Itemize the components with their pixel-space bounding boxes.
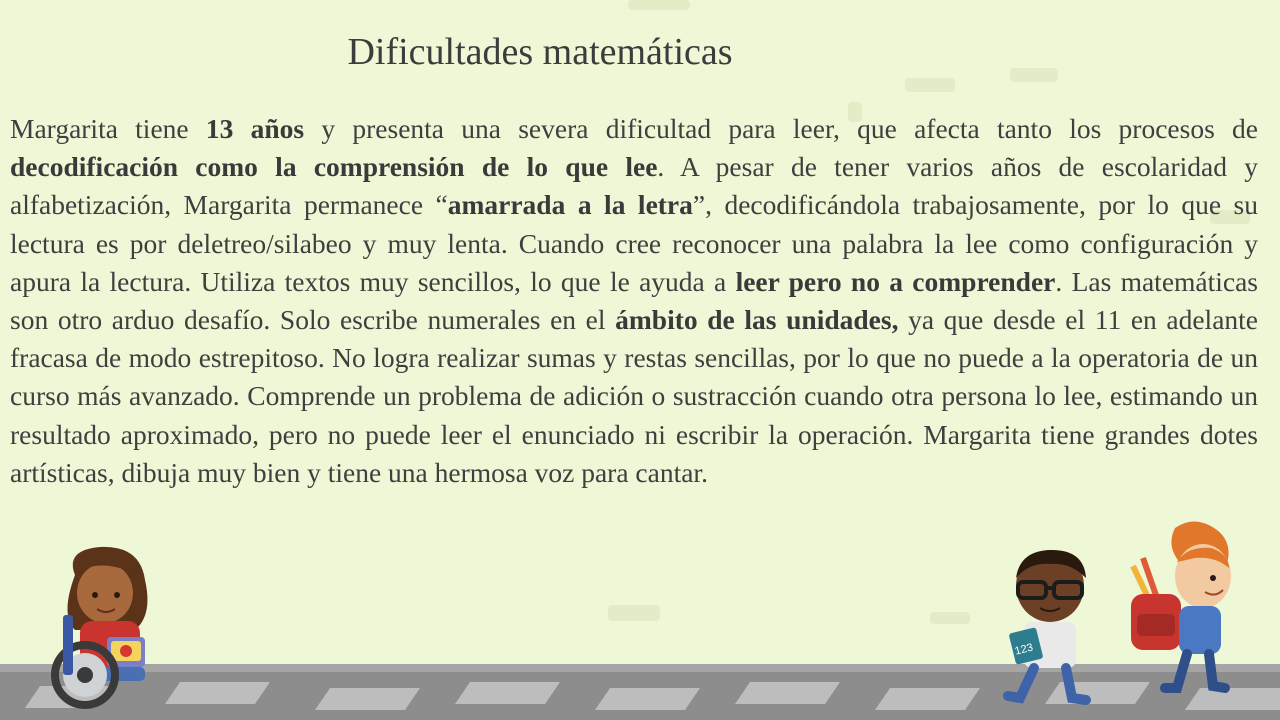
text-run: . Las matemáticas son otro arduo desafío. Solo escribe numerales en el [10,265,1259,336]
boy-backpack-illustration [1125,518,1245,698]
case-description-paragraph [10,110,1258,492]
slide-title: Dificultades matemáticas [347,31,733,73]
text-run: . A pesar de tener varios años de escolaridad y alfabetización, Margarita permanece “ [10,151,1259,221]
background-dash [628,0,690,10]
girl-wheelchair-illustration [45,545,195,710]
emphasized-text: ámbito de las unidades, [615,304,899,336]
emphasized-text: 13 años [205,113,305,144]
background-dash [930,612,970,624]
background-dash [905,78,955,92]
boy-glasses-illustration [1000,548,1110,708]
book-label: 123 [1013,641,1035,658]
text-run: ”, decodificándola trabajosamente, por lo que su lectura es por deletreo/silabeo y muy lenta. Cuando cree reconocer una palabra la lee como configuración y apura la lectura. Utiliza textos muy sencillos, lo que le ayuda a [10,189,1258,297]
text-run: y presenta una severa dificultad para leer, que afecta tanto los procesos de [304,113,1258,144]
background-dash [608,605,660,621]
emphasized-text: amarrada a la letra [447,189,693,221]
emphasized-text: decodificación como la comprensión de lo que lee [10,151,658,183]
text-run: Margarita tiene [10,113,206,144]
text-run: ya que desde el 11 en adelante fracasa de modo estrepitoso. No logra realizar sumas y restas sencillas, por lo que no puede a la operatoria de un curso más avanzado. Comprende un problema de adición o sustracción cuando otra persona lo lee, estimando un resultado aproximado, pero no puede leer el enunciado ni escribir la operación. Margarita tiene grandes dotes artísticas, dibuja muy bien y tiene una hermosa voz para cantar. [10,304,1258,488]
emphasized-text: leer pero no a comprender [735,265,1056,297]
